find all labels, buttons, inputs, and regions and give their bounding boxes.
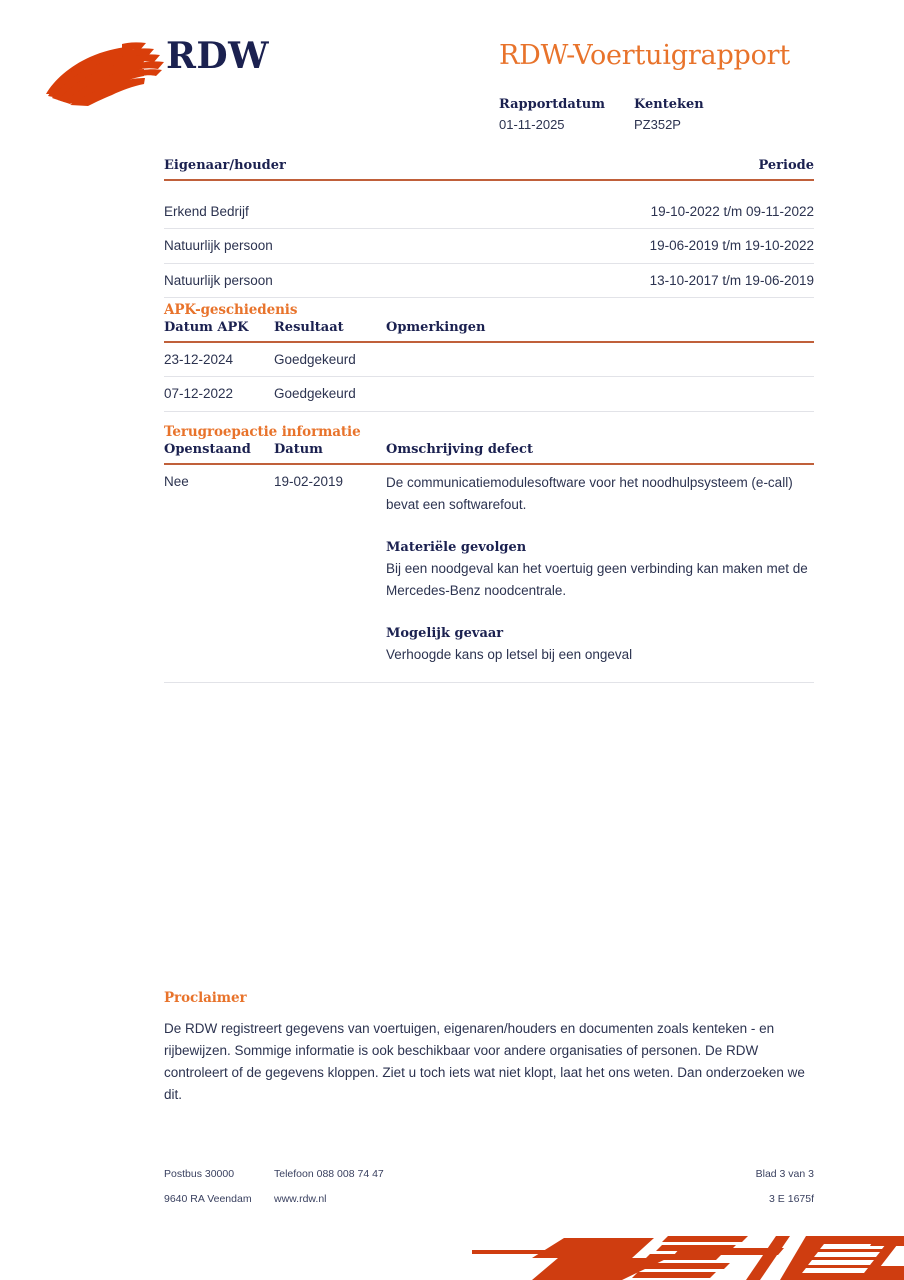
apk-result-column-header: Resultaat [274, 320, 386, 342]
spacer [386, 516, 814, 538]
footer-city: 9640 RA Veendam [164, 1193, 252, 1205]
owner-period: 19-10-2022 t/m 09-11-2022 [489, 195, 814, 229]
apk-history-section [164, 302, 814, 412]
recall-defect-column-header: Omschrijving defect [386, 442, 814, 464]
page-footer [164, 1168, 814, 1218]
spacer [386, 602, 814, 624]
report-date-value: 01-11-2025 [499, 116, 565, 132]
table-row [164, 263, 814, 297]
footer-phone: Telefoon 088 008 74 47 [274, 1168, 384, 1180]
owner-table [164, 158, 814, 298]
recall-section [164, 424, 814, 683]
table-row [164, 464, 814, 672]
footer-doc-code: 3 E 1675f [769, 1193, 814, 1205]
page-title: RDW-Voertuigrapport [499, 40, 791, 71]
owner-name: Natuurlijk persoon [164, 263, 489, 297]
apk-date: 07-12-2022 [164, 377, 274, 411]
possible-danger-text: Verhoogde kans op letsel bij een ongeval [386, 647, 633, 663]
disclaimer-section [164, 990, 814, 1106]
table-closing-rule [164, 672, 814, 683]
table-row [164, 195, 814, 229]
footer-page-info: Blad 3 van 3 [755, 1168, 814, 1180]
owner-name: Erkend Bedrijf [164, 195, 489, 229]
disclaimer-title: Proclaimer [164, 990, 247, 1006]
plate-label: Kenteken [634, 97, 704, 112]
rdw-feather-logo-icon [44, 36, 169, 108]
recall-table [164, 442, 814, 683]
possible-danger-heading: Mogelijk gevaar [386, 625, 504, 641]
footer-row [164, 1168, 814, 1193]
owner-column-header: Eigenaar/houder [164, 158, 489, 180]
apk-date: 23-12-2024 [164, 342, 274, 377]
table-row [164, 342, 814, 377]
rdw-logo [44, 30, 464, 110]
recall-open-value: Nee [164, 474, 189, 489]
owner-name: Natuurlijk persoon [164, 229, 489, 263]
recall-date-column-header: Datum [274, 442, 386, 464]
recall-open-column-header: Openstaand [164, 442, 274, 464]
footer-row [164, 1193, 814, 1218]
recall-date-value: 19-02-2019 [274, 474, 344, 489]
material-consequences-text: Bij een noodgeval kan het voertuig geen verbinding kan maken met de Mercedes-Benz noodcentrale. [386, 561, 808, 599]
apk-section-title: APK-geschiedenis [164, 302, 298, 318]
owner-section [164, 158, 814, 298]
period-column-header: Periode [489, 158, 814, 180]
apk-table [164, 320, 814, 412]
footer-postbus: Postbus 30000 [164, 1168, 235, 1180]
table-row [164, 229, 814, 263]
apk-remarks-column-header: Opmerkingen [386, 320, 814, 342]
table-row [164, 377, 814, 411]
apk-remarks [386, 342, 814, 377]
apk-remarks [386, 377, 814, 411]
apk-result: Goedgekeurd [274, 377, 386, 411]
recall-section-title: Terugroepactie informatie [164, 424, 361, 440]
recall-defect-block [386, 464, 814, 672]
recall-defect-text: De communicatiemodulesoftware voor het noodhulpsysteem (e-call) bevat een softwarefout. [386, 475, 793, 512]
plate-value: PZ352P [634, 116, 681, 132]
apk-result: Goedgekeurd [274, 342, 386, 377]
disclaimer-text: De RDW registreert gegevens van voertuigen, eigenaren/houders en documenten zoals kenteken - en rijbewijzen. Sommige informatie is ook beschikbaar voor andere organisaties of personen. De RDW controleert of de gegevens kloppen. Ziet u toch iets wat niet klopt, laat het ons weten. Dan onderzoeken we dit. [164, 1021, 805, 1102]
rdw-speed-stripes-icon [472, 1222, 904, 1280]
report-meta [499, 96, 829, 134]
material-consequences-heading: Materiële gevolgen [386, 539, 527, 555]
report-date-label: Rapportdatum [499, 97, 605, 112]
owner-period: 19-06-2019 t/m 19-10-2022 [489, 229, 814, 263]
owner-period: 13-10-2017 t/m 19-06-2019 [489, 263, 814, 297]
footer-website[interactable]: www.rdw.nl [274, 1193, 327, 1205]
apk-date-column-header: Datum APK [164, 320, 274, 342]
rdw-wordmark: RDW [166, 35, 270, 77]
